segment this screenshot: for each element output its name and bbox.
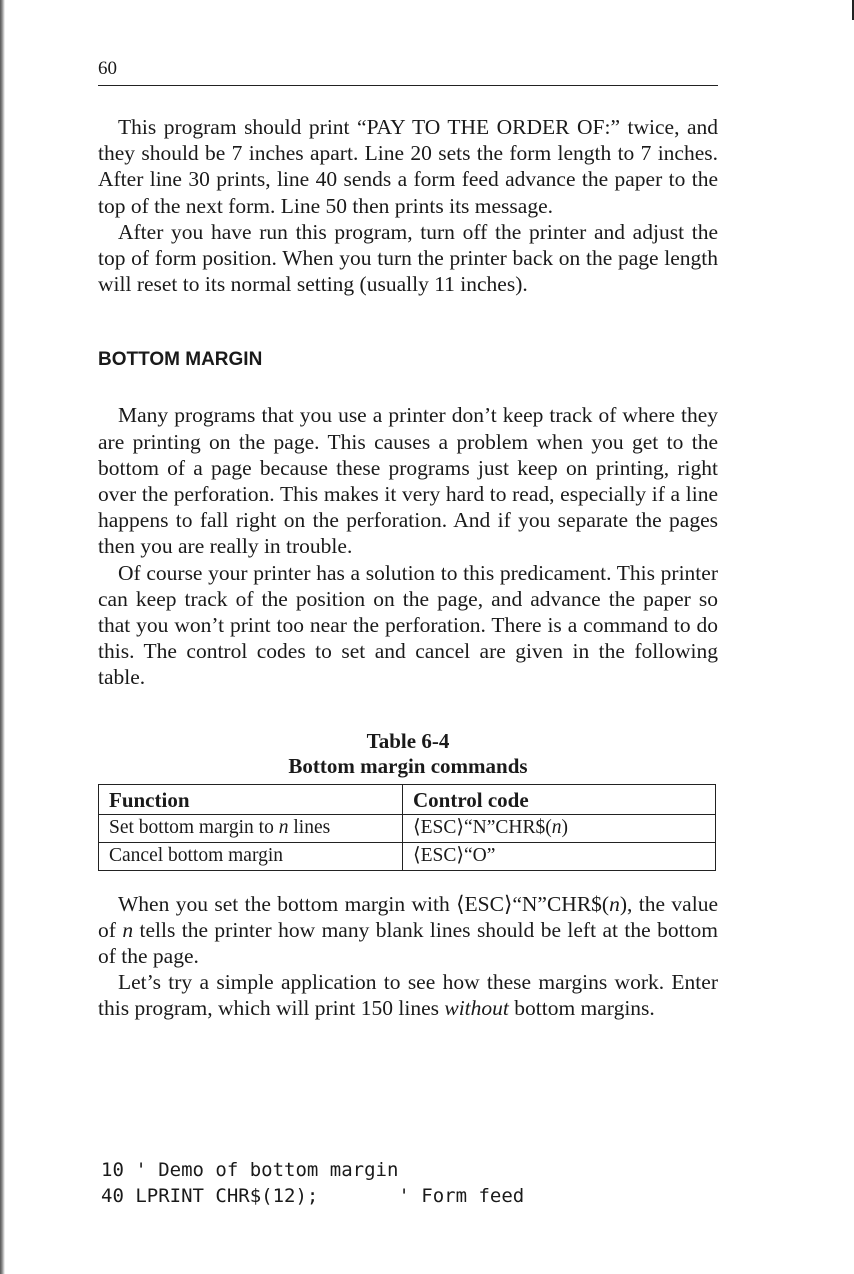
- page-body: [98, 114, 718, 1022]
- paragraph: Of course your printer has a solution to this predicament. This printer can keep track of the position on the page, and advance the paper so that you won’t print too near the perforation. There is a command to do this. The control codes to set and cancel are given in the following table.: [98, 560, 718, 690]
- table-cell-function: Set bottom margin to n lines: [99, 814, 403, 842]
- paragraph: When you set the bottom margin with ⟨ESC⟩“N”CHR$(n), the value of n tells the printer how many blank lines should be left at the bottom of the page.: [98, 891, 718, 969]
- column-header-function: Function: [99, 784, 403, 814]
- column-header-control-code: Control code: [403, 784, 716, 814]
- page-number: 60: [98, 58, 117, 79]
- paragraph: This program should print “PAY TO THE ORDER OF:” twice, and they should be 7 inches apart. Line 20 sets the form length to 7 inches. After line 30 prints, line 40 sends a form feed advance the paper to the top of the next form. Line 50 then prints its message.: [98, 115, 718, 218]
- code-line: 40 LPRINT CHR$(12); ' Form feed: [101, 1185, 525, 1207]
- code-listing: [101, 1157, 524, 1209]
- paragraph: Many programs that you use a printer don’t keep track of where they are printing on the page. This causes a problem when you get to the bottom of a page because these programs just keep on printing, right over the perforation. This makes it very hard to read, especially if a line happens to fall right on the perforation. And if you separate the pages then you are really in trouble.: [98, 403, 718, 559]
- table-number: Table 6-4: [366, 728, 450, 753]
- page-header: [98, 58, 718, 86]
- table-header-row: [99, 784, 716, 814]
- commands-table: [98, 784, 716, 871]
- scan-edge: [0, 0, 5, 1274]
- section-heading: BOTTOM MARGIN: [98, 349, 263, 371]
- table-cell-function: Cancel bottom margin: [99, 842, 403, 870]
- table-caption: [98, 729, 718, 779]
- table-cell-control-code: ⟨ESC⟩“O”: [403, 842, 716, 870]
- code-line: 10 ' Demo of bottom margin: [101, 1159, 399, 1181]
- table-row: [99, 842, 716, 870]
- table-title: Bottom margin commands: [288, 753, 528, 778]
- table-row: [99, 814, 716, 842]
- paragraph: After you have run this program, turn off the printer and adjust the top of form position. When you turn the printer back on the page length will reset to its normal setting (usually 11 inches).: [98, 219, 718, 297]
- table-cell-control-code: ⟨ESC⟩“N”CHR$(n): [403, 814, 716, 842]
- paragraph: Let’s try a simple application to see how these margins work. Enter this program, which will print 150 lines without bottom margins.: [98, 970, 718, 1021]
